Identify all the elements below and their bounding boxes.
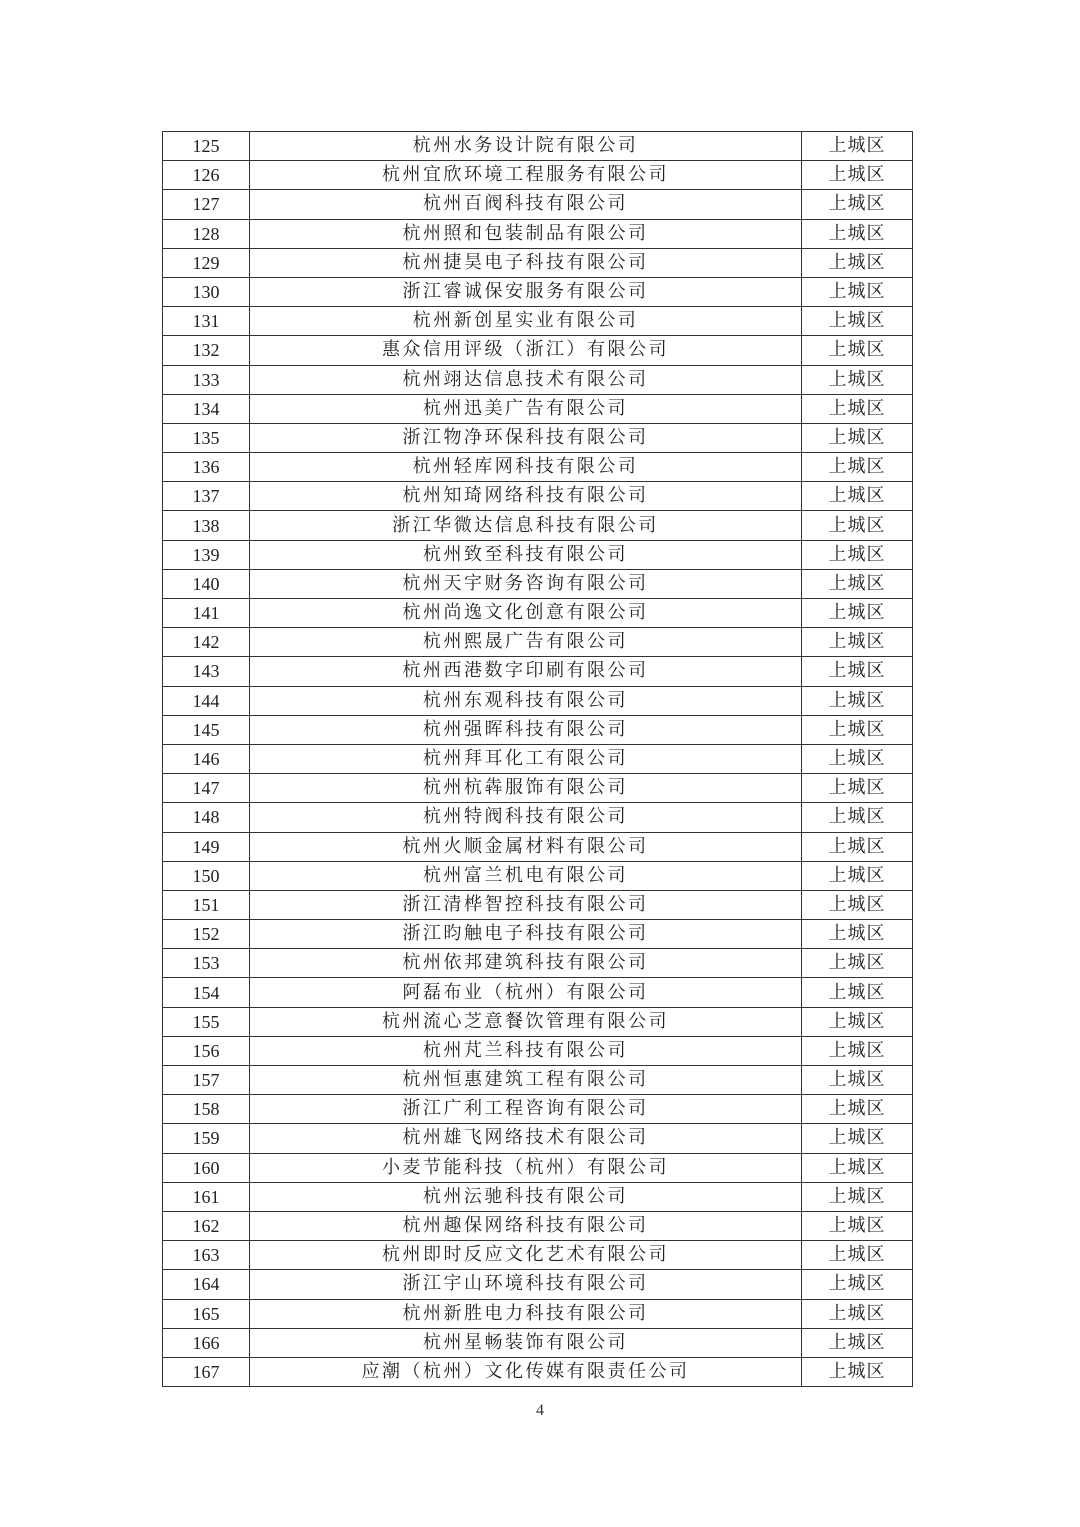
table-row [163,1007,913,1036]
row-number-cell: 139 [163,540,250,569]
company-name-cell: 杭州熙晟广告有限公司 [250,628,802,657]
company-name-cell: 浙江昀触电子科技有限公司 [250,920,802,949]
district-cell: 上城区 [802,715,913,744]
company-name-cell: 杭州轻库网科技有限公司 [250,453,802,482]
company-name-cell: 浙江宇山环境科技有限公司 [250,1270,802,1299]
table-row [163,190,913,219]
district-cell: 上城区 [802,1241,913,1270]
table-row [163,774,913,803]
company-name-cell: 杭州迅美广告有限公司 [250,394,802,423]
row-number-cell: 161 [163,1182,250,1211]
district-cell: 上城区 [802,511,913,540]
row-number-cell: 136 [163,453,250,482]
district-cell: 上城区 [802,949,913,978]
company-name-cell: 杭州强晖科技有限公司 [250,715,802,744]
table-row [163,1357,913,1386]
district-cell: 上城区 [802,365,913,394]
company-name-cell: 杭州依邦建筑科技有限公司 [250,949,802,978]
table-row [163,132,913,161]
table-row [163,949,913,978]
company-name-cell: 杭州即时反应文化艺术有限公司 [250,1241,802,1270]
row-number-cell: 145 [163,715,250,744]
row-number-cell: 144 [163,686,250,715]
row-number-cell: 137 [163,482,250,511]
row-number-cell: 152 [163,920,250,949]
company-name-cell: 杭州芃兰科技有限公司 [250,1036,802,1065]
company-name-cell: 杭州百阀科技有限公司 [250,190,802,219]
district-cell: 上城区 [802,628,913,657]
district-cell: 上城区 [802,1299,913,1328]
district-cell: 上城区 [802,1328,913,1357]
company-name-cell: 杭州西港数字印刷有限公司 [250,657,802,686]
table-row [163,248,913,277]
company-name-cell: 杭州捷昊电子科技有限公司 [250,248,802,277]
company-name-cell: 杭州趣保网络科技有限公司 [250,1211,802,1240]
district-cell: 上城区 [802,1066,913,1095]
row-number-cell: 164 [163,1270,250,1299]
district-cell: 上城区 [802,1036,913,1065]
company-name-cell: 杭州沄驰科技有限公司 [250,1182,802,1211]
table-row [163,1299,913,1328]
company-name-cell: 杭州流心芝意餐饮管理有限公司 [250,1007,802,1036]
company-name-cell: 杭州东观科技有限公司 [250,686,802,715]
row-number-cell: 131 [163,307,250,336]
row-number-cell: 140 [163,569,250,598]
row-number-cell: 129 [163,248,250,277]
row-number-cell: 141 [163,599,250,628]
table-row [163,1124,913,1153]
district-cell: 上城区 [802,744,913,773]
company-name-cell: 浙江物净环保科技有限公司 [250,423,802,452]
company-name-cell: 杭州星畅装饰有限公司 [250,1328,802,1357]
company-name-cell: 杭州雄飞网络技术有限公司 [250,1124,802,1153]
table-row [163,744,913,773]
district-cell: 上城区 [802,774,913,803]
district-cell: 上城区 [802,1270,913,1299]
table-row [163,890,913,919]
table-row [163,307,913,336]
district-cell: 上城区 [802,540,913,569]
company-name-cell: 浙江华微达信息科技有限公司 [250,511,802,540]
table-row [163,1095,913,1124]
row-number-cell: 132 [163,336,250,365]
district-cell: 上城区 [802,861,913,890]
table-row [163,832,913,861]
row-number-cell: 130 [163,277,250,306]
table-row [163,394,913,423]
company-name-cell: 杭州新创星实业有限公司 [250,307,802,336]
company-name-cell: 杭州尚逸文化创意有限公司 [250,599,802,628]
row-number-cell: 150 [163,861,250,890]
page-number: 4 [536,1402,544,1419]
company-name-cell: 应潮（杭州）文化传媒有限责任公司 [250,1357,802,1386]
table-row [163,715,913,744]
row-number-cell: 133 [163,365,250,394]
district-cell: 上城区 [802,423,913,452]
table-row [163,628,913,657]
table-row [163,453,913,482]
table-row [163,803,913,832]
row-number-cell: 167 [163,1357,250,1386]
company-name-cell: 杭州翊达信息技术有限公司 [250,365,802,394]
table-row [163,920,913,949]
district-cell: 上城区 [802,890,913,919]
company-list-table [162,131,913,1387]
row-number-cell: 127 [163,190,250,219]
company-name-cell: 杭州特阀科技有限公司 [250,803,802,832]
table-row [163,540,913,569]
table-row [163,978,913,1007]
company-name-cell: 杭州知琦网络科技有限公司 [250,482,802,511]
table-row [163,219,913,248]
company-name-cell: 杭州火顺金属材料有限公司 [250,832,802,861]
company-name-cell: 阿磊布业（杭州）有限公司 [250,978,802,1007]
table-row [163,1328,913,1357]
row-number-cell: 147 [163,774,250,803]
district-cell: 上城区 [802,132,913,161]
row-number-cell: 142 [163,628,250,657]
row-number-cell: 148 [163,803,250,832]
row-number-cell: 154 [163,978,250,1007]
table-row [163,482,913,511]
table-row [163,161,913,190]
district-cell: 上城区 [802,978,913,1007]
row-number-cell: 155 [163,1007,250,1036]
row-number-cell: 149 [163,832,250,861]
company-name-cell: 浙江睿诚保安服务有限公司 [250,277,802,306]
district-cell: 上城区 [802,1357,913,1386]
row-number-cell: 135 [163,423,250,452]
district-cell: 上城区 [802,161,913,190]
table-row [163,599,913,628]
table-row [163,657,913,686]
table-row [163,1066,913,1095]
table-body [163,132,913,1387]
row-number-cell: 158 [163,1095,250,1124]
row-number-cell: 157 [163,1066,250,1095]
district-cell: 上城区 [802,920,913,949]
district-cell: 上城区 [802,1211,913,1240]
district-cell: 上城区 [802,336,913,365]
row-number-cell: 146 [163,744,250,773]
district-cell: 上城区 [802,569,913,598]
table-row [163,569,913,598]
company-name-cell: 杭州恒惠建筑工程有限公司 [250,1066,802,1095]
row-number-cell: 151 [163,890,250,919]
row-number-cell: 162 [163,1211,250,1240]
company-name-cell: 杭州宜欣环境工程服务有限公司 [250,161,802,190]
row-number-cell: 166 [163,1328,250,1357]
company-name-cell: 杭州新胜电力科技有限公司 [250,1299,802,1328]
row-number-cell: 126 [163,161,250,190]
district-cell: 上城区 [802,394,913,423]
row-number-cell: 153 [163,949,250,978]
district-cell: 上城区 [802,248,913,277]
row-number-cell: 160 [163,1153,250,1182]
row-number-cell: 138 [163,511,250,540]
district-cell: 上城区 [802,190,913,219]
company-name-cell: 惠众信用评级（浙江）有限公司 [250,336,802,365]
district-cell: 上城区 [802,599,913,628]
district-cell: 上城区 [802,1124,913,1153]
table-row [163,365,913,394]
company-name-cell: 杭州富兰机电有限公司 [250,861,802,890]
row-number-cell: 156 [163,1036,250,1065]
table-row [163,1153,913,1182]
district-cell: 上城区 [802,1007,913,1036]
row-number-cell: 134 [163,394,250,423]
row-number-cell: 143 [163,657,250,686]
district-cell: 上城区 [802,832,913,861]
company-name-cell: 杭州致至科技有限公司 [250,540,802,569]
company-name-cell: 杭州杭犇服饰有限公司 [250,774,802,803]
district-cell: 上城区 [802,453,913,482]
table-row [163,1211,913,1240]
table-row [163,277,913,306]
row-number-cell: 163 [163,1241,250,1270]
company-name-cell: 杭州拜耳化工有限公司 [250,744,802,773]
district-cell: 上城区 [802,657,913,686]
district-cell: 上城区 [802,219,913,248]
row-number-cell: 159 [163,1124,250,1153]
district-cell: 上城区 [802,803,913,832]
district-cell: 上城区 [802,1153,913,1182]
row-number-cell: 125 [163,132,250,161]
table-row [163,861,913,890]
company-name-cell: 杭州照和包装制品有限公司 [250,219,802,248]
district-cell: 上城区 [802,686,913,715]
table-row [163,686,913,715]
district-cell: 上城区 [802,1182,913,1211]
table-row [163,511,913,540]
district-cell: 上城区 [802,307,913,336]
table-row [163,423,913,452]
district-cell: 上城区 [802,1095,913,1124]
table-row [163,1036,913,1065]
company-name-cell: 杭州天宇财务咨询有限公司 [250,569,802,598]
table-row [163,1182,913,1211]
district-cell: 上城区 [802,482,913,511]
company-name-cell: 小麦节能科技（杭州）有限公司 [250,1153,802,1182]
row-number-cell: 128 [163,219,250,248]
company-name-cell: 杭州水务设计院有限公司 [250,132,802,161]
table-row [163,336,913,365]
district-cell: 上城区 [802,277,913,306]
row-number-cell: 165 [163,1299,250,1328]
table-row [163,1241,913,1270]
table-row [163,1270,913,1299]
company-name-cell: 浙江清桦智控科技有限公司 [250,890,802,919]
company-name-cell: 浙江广利工程咨询有限公司 [250,1095,802,1124]
